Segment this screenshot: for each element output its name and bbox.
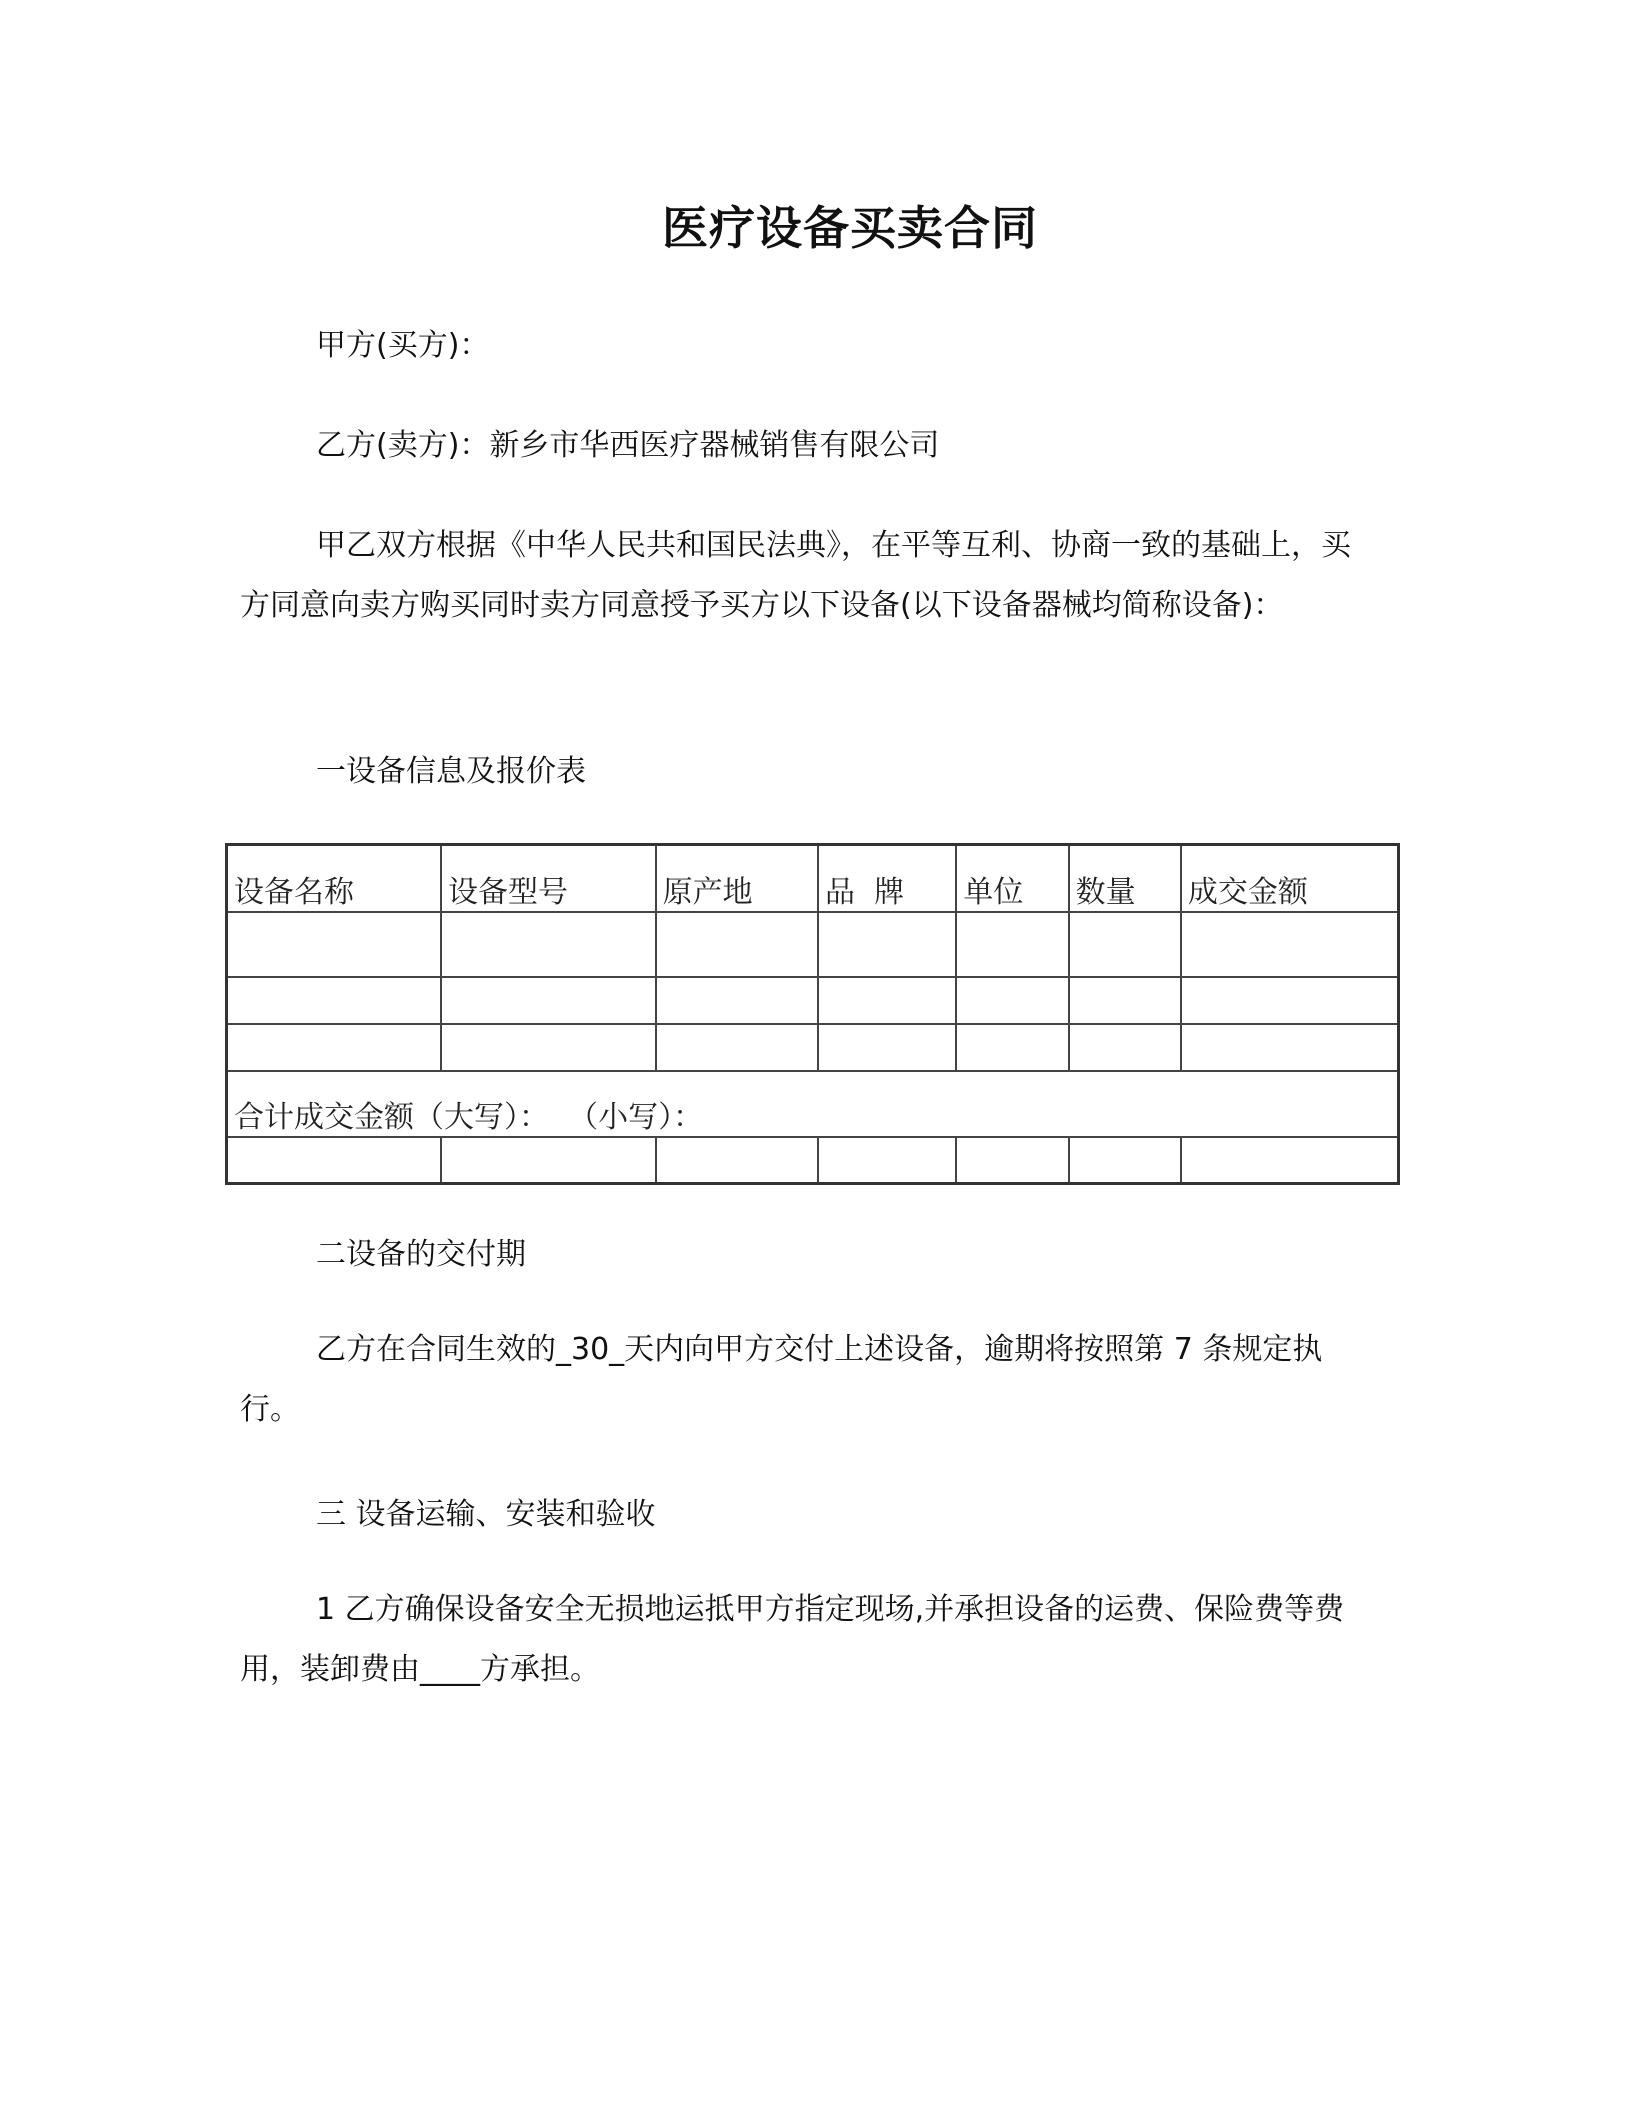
header-cell-origin: 原产地: [656, 845, 818, 913]
section-1-heading: 一设备信息及报价表: [316, 754, 586, 789]
table-cell: [227, 912, 442, 977]
table-cell: [441, 977, 656, 1024]
table-cell: [1069, 1024, 1181, 1071]
section-3-paragraph: 1 乙方确保设备安全无损地运抵甲方指定现场,并承担设备的运费、保险费等费用，装卸费由____方承担。: [240, 1592, 1345, 1687]
table-cell: [656, 1024, 818, 1071]
section-3-heading: 三 设备运输、安装和验收: [316, 1497, 656, 1532]
table-cell: [818, 977, 956, 1024]
party-b-line: 乙方(卖方)：新乡市华西医疗器械销售有限公司: [316, 428, 940, 463]
intro-paragraph: 甲乙双方根据《中华人民共和国民法典》，在平等互利、协商一致的基础上，买方同意向卖方购买同时卖方同意授予买方以下设备(以下设备器械均简称设备)：: [240, 528, 1351, 623]
table-cell: [1069, 912, 1181, 977]
table-cell: [656, 977, 818, 1024]
table-cell: [1181, 1137, 1399, 1184]
header-cell-name: 设备名称: [227, 845, 442, 913]
table-cell: [441, 912, 656, 977]
table-cell: [656, 1137, 818, 1184]
table-cell: [818, 1137, 956, 1184]
header-cell-amount: 成交金额: [1181, 845, 1399, 913]
table-cell: [441, 1024, 656, 1071]
table-cell: [227, 1137, 442, 1184]
table-cell: [956, 1137, 1068, 1184]
table-total-row: [227, 1071, 1399, 1137]
equipment-quote-table: [225, 843, 1400, 1185]
table-cell: [818, 912, 956, 977]
table-cell: [227, 1024, 442, 1071]
table-cell: [1181, 1024, 1399, 1071]
table-cell: [1181, 977, 1399, 1024]
total-amount-label: 合计成交金额（大写）： （小写）：: [227, 1071, 1399, 1137]
table-header-row: [227, 845, 1399, 913]
table-cell: [1069, 977, 1181, 1024]
table-row: [227, 1137, 1399, 1184]
table-cell: [956, 912, 1068, 977]
table-cell: [1181, 912, 1399, 977]
header-cell-quantity: 数量: [1069, 845, 1181, 913]
table-cell: [956, 977, 1068, 1024]
section-2-heading: 二设备的交付期: [316, 1237, 526, 1272]
table-cell: [818, 1024, 956, 1071]
header-cell-model: 设备型号: [441, 845, 656, 913]
document-title: 医疗设备买卖合同: [662, 201, 1038, 255]
section-2-paragraph: 乙方在合同生效的_30_天内向甲方交付上述设备，逾期将按照第 7 条规定执行。: [240, 1332, 1323, 1427]
table-row: [227, 912, 1399, 977]
table-cell: [1069, 1137, 1181, 1184]
party-a-line: 甲方(买方)：: [316, 328, 490, 363]
table-cell: [441, 1137, 656, 1184]
table-cell: [227, 977, 442, 1024]
table-row: [227, 1024, 1399, 1071]
table-cell: [656, 912, 818, 977]
table-row: [227, 977, 1399, 1024]
header-cell-unit: 单位: [956, 845, 1068, 913]
table-cell: [956, 1024, 1068, 1071]
header-cell-brand: 品 牌: [818, 845, 956, 913]
